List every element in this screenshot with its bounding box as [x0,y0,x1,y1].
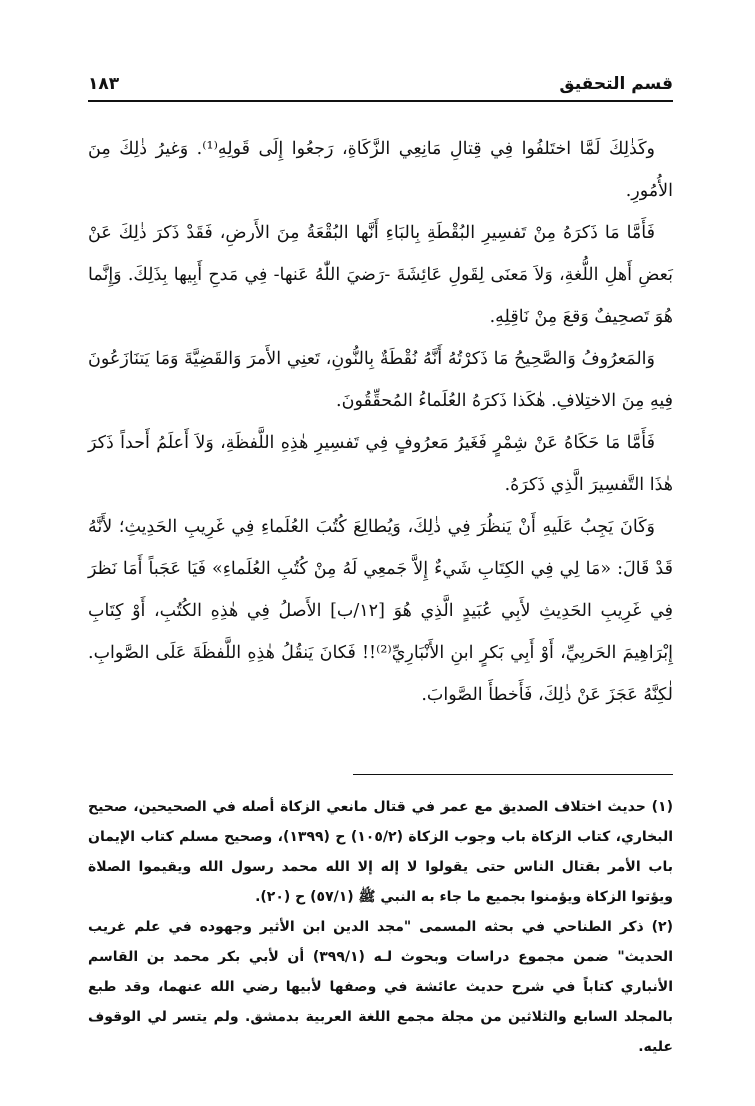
paragraph: وَكَانَ يَجِبُ عَلَيهِ أَنْ يَنظُرَ فِي ذٰلِكَ، وَيُطالِعَ كُتُبَ العُلَماءِ فِي غَرِيبِ الحَدِيثِ؛ لأَنَّهُ قَدْ قَالَ: «مَا لِي فِي الكِتَابِ شَيءٌ إِلاَّ جَمعِي لَهُ مِنْ كُتُبِ العُلَماءِ» فَيَا عَجَباً أَمَا نَظرَ فِي غَرِيبِ الحَدِيثِ لأَبِي عُبَيدٍ الَّذِي هُوَ [١٢/ب] الأَصلُ فِي هٰذِهِ الكُتُبِ، أَوْ كِتَابِ إِبْرَاهِيمَ الحَربِيِّ، أَوْ أَبِي بَكرٍ ابنِ الأَنْبَارِيِّ⁽²⁾!! فَكانَ يَنقُلُ هٰذِهِ اللَّفظَةَ عَلَى الصَّوابِ. لٰكِنَّهُ عَجَزَ عَنْ ذٰلِكَ، فَأَخطأَ الصَّوابَ. [88,517,673,705]
paragraph: وكَذٰلِكَ لَمَّا اختَلفُوا فِي قِتالِ مَانِعِي الزَّكَاةِ، رَجعُوا إِلَى قَولِهِ⁽¹⁾. وَغيرُ ذٰلِكَ مِنَ الأُمُورِ. [88,139,673,201]
footnotes [88,792,673,1062]
page-header [88,74,673,102]
paragraph: فَأَمَّا مَا ذَكرَهُ مِنْ تَفسِيرِ البُقْطَةِ بِالبَاءِ أَنَّها البُقْعَةُ مِنَ الأَرضِ، فَقَدْ ذَكرَ ذٰلِكَ عَنْ بَعضِ أَهلِ اللُّغةِ، وَلاَ مَعنَى لِقَولِ عَائِشَةَ -رَضيَ اللّٰهُ عَنها- فِي مَدحِ أَبِيها بِذَلِكَ. وَإِنَّما هُوَ تَصحِيفٌ وَقعَ مِنْ نَاقِلِهِ. [88,223,673,327]
footnote-separator [353,774,673,775]
main-text [88,128,673,716]
paragraph: فَأَمَّا مَا حَكَاهُ عَنْ شِمْرٍ فَغَيرُ مَعرُوفٍ فِي تَفسِيرِ هٰذِهِ اللَّفظَةِ، وَلاَ أَعلَمُ أَحداً ذَكرَ هٰذَا التَّفسِيرَ الَّذِي ذَكرَهُ. [88,433,673,495]
page-number: ١٨٣ [88,74,120,94]
paragraph: وَالمَعرُوفُ وَالصَّحِيحُ مَا ذَكرْتُهُ أَنَّهُ نُقْطَةٌ بِالنُّونِ، تَعنِي الأَمرَ وَالقَضِيَّةَ وَمَا يَتنَازَعُونَ فِيهِ مِنَ الاختِلافِ. هٰكَذا ذَكرَهُ العُلَماءُ المُحقِّقُونَ. [88,349,673,411]
section-title: قسم التحقيق [559,74,673,94]
footnote: (٢) ذكر الطناحي في بحثه المسمى "مجد الدين ابن الأثير وجهوده في علم غريب الحديث" ضمن مجموع دراسات وبحوث لـه (٣٩٩/١) أن لأبي بكر محمد بن القاسم الأنباري كتاباً في شرح حديث عائشة في وصفها لأبيها رضي الله عنهما، وقد طبع بالمجلد السابع والثلاثين من مجلة مجمع اللغة العربية بدمشق. ولم يتسر لي الوقوف عليه. [88,919,673,1055]
footnote: (١) حديث اختلاف الصديق مع عمر في قتال مانعي الزكاة أصله في الصحيحين، صحيح البخاري، كتاب الزكاة باب وجوب الزكاة (١٠٥/٢) ح (١٣٩٩)، وصحيح مسلم كتاب الإيمان باب الأمر بقتال الناس حتى يقولوا لا إله إلا الله محمد رسول الله ويقيموا الصلاة ويؤتوا الزكاة ويؤمنوا بجميع ما جاء به النبي ﷺ (٥٧/١) ح (٢٠). [88,799,674,905]
